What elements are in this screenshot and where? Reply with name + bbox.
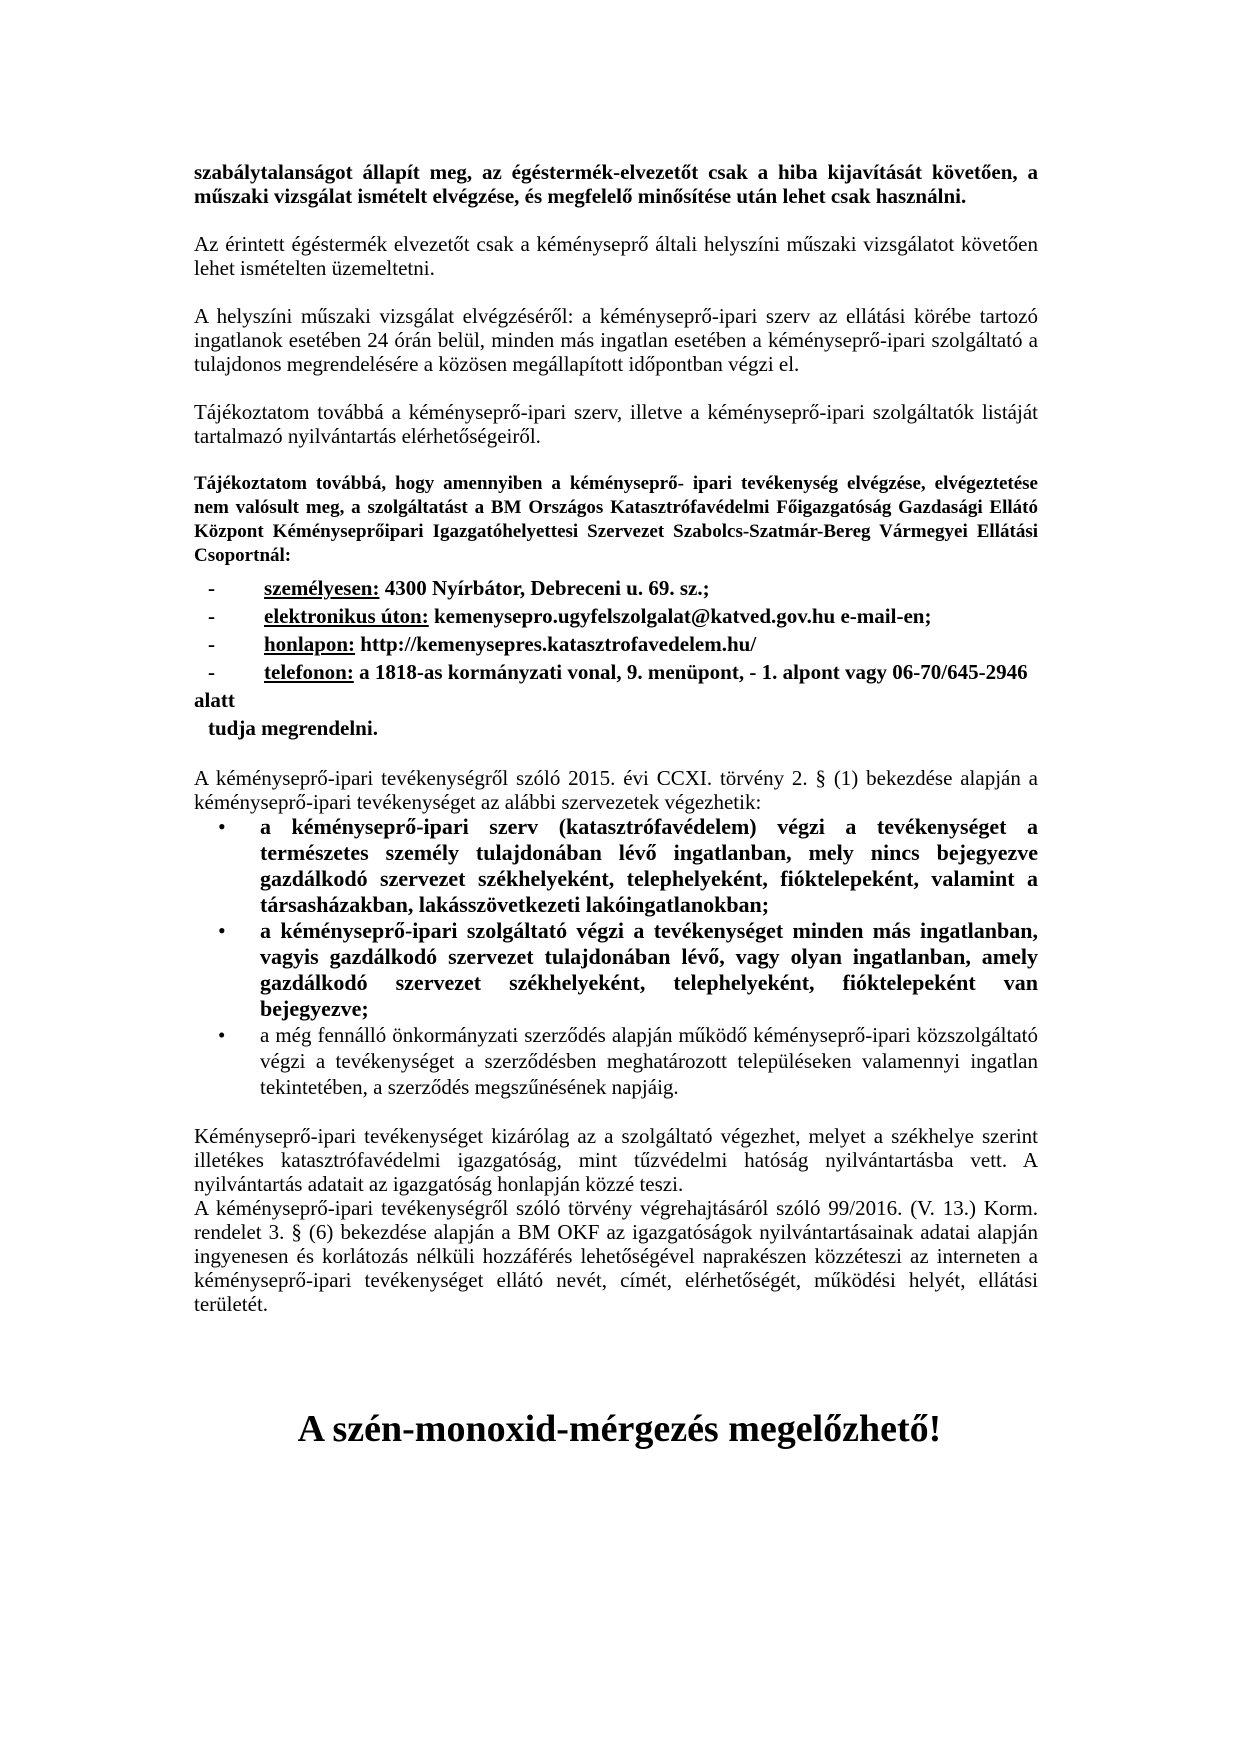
document-body — [194, 160, 1038, 1316]
contact-item-in-person — [194, 574, 1038, 602]
organization-text: a még fennálló önkormányzati szerződés alapján működő kéményseprő-ipari közszolgáltató végzi a tevékenységet a szerződésben meghatározott településeken valamennyi ingatlan tekintetében, a szerződés megszűnésének napjáig. — [260, 1023, 1038, 1099]
contact-continuation: tudja megrendelni. — [208, 716, 378, 740]
contact-item-phone — [194, 658, 1038, 742]
paragraph-government-decree: A kéményseprő-ipari tevékenységről szóló törvény végrehajtásáról szóló 99/2016. (V. 13.) Korm. rendelet 3. § (6) bekezdése alapján a BM OKF az igazgatóságok nyilvántartásainak adatai alapján ingyenesen és korlátozás nélküli hozzáférés lehetőségével naprakészen közzéteszi az interneten a kéményseprő-ipari tevékenységet ellátó nevét, címét, elérhetőségét, működési helyét, ellátási területét. — [194, 1196, 1038, 1316]
paragraph-provider-registration: Kéményseprő-ipari tevékenységet kizárólag az a szolgáltató végezhet, melyet a székhelye szerint illetékes katasztrófavédelmi igazgatóság, mint tűzvédelmi hatóság nyilvántartásba vett. A nyilvántartás adatait az igazgatóság honlapján közzé teszi. — [194, 1124, 1038, 1196]
contact-value-url[interactable]: http://kemenysepres.katasztrofavedelem.hu/ — [355, 632, 757, 656]
bullet-marker: • — [218, 918, 226, 943]
closing-heading: A szén-monoxid-mérgezés megelőzhető! — [297, 1408, 942, 1450]
contact-value-email[interactable]: kemenysepro.ugyfelszolgalat@katved.gov.hu e-mail-en; — [428, 604, 932, 628]
organization-item — [218, 1022, 1038, 1100]
dash-marker: - — [208, 604, 215, 628]
organization-list — [194, 814, 1038, 1100]
paragraph-legal-basis: A kéményseprő-ipari tevékenységről szóló 2015. évi CCXI. törvény 2. § (1) bekezdése alapján a kéményseprő-ipari tevékenységet az alábbi szervezetek végezhetik: — [194, 766, 1038, 814]
bullet-marker: • — [218, 1023, 226, 1047]
contact-label: személyesen: — [264, 576, 380, 600]
dash-marker: - — [208, 576, 215, 600]
paragraph-onsite-inspection: A helyszíni műszaki vizsgálat elvégzéséről: a kéményseprő-ipari szerv az ellátási körébe tartozó ingatlanok esetében 24 órán belül, minden más ingatlan esetében a kéményseprő-ipari szolgáltató a tulajdonos megrendelésére a közösen megállapított időpontban végzi el. — [194, 304, 1038, 376]
paragraph-ordering-info: Tájékoztatom továbbá, hogy amennyiben a kéményseprő- ipari tevékenység elvégzése, elvégeztetése nem valósult meg, a szolgáltatást a BM Országos Katasztrófavédelmi Főigazgatóság Gazdasági Ellátó Központ Kéményseprőipari Igazgatóhelyettesi Szervezet Szabolcs-Szatmár-Bereg Vármegyei Ellátási Csoportnál: — [194, 473, 1038, 566]
organization-item — [218, 918, 1038, 1022]
contact-label: honlapon: — [264, 632, 356, 656]
contact-label: elektronikus úton: — [264, 604, 429, 628]
contact-value: 4300 Nyírbátor, Debreceni u. 69. sz.; — [379, 576, 710, 600]
contact-item-website — [194, 630, 1038, 658]
bullet-marker: • — [218, 814, 226, 839]
organization-text: a kéményseprő-ipari szolgáltató végzi a tevékenységet minden más ingatlanban, vagyis gazdálkodó szervezet tulajdonában lévő, vagy olyan ingatlanban, amely gazdálkodó szervezet székhelyeként, telephelyeként, fióktelepeként van bejegyezve; — [260, 918, 1038, 1021]
contact-list — [194, 574, 1038, 742]
contact-item-email — [194, 602, 1038, 630]
paragraph-registry-info: Tájékoztatom továbbá a kéményseprő-ipari szerv, illetve a kéményseprő-ipari szolgáltatók listáját tartalmazó nyilvántartás elérhetőségeiről. — [194, 400, 1038, 448]
dash-marker: - — [208, 660, 215, 684]
paragraph-reoperation: Az érintett égéstermék elvezetőt csak a kéményseprő általi helyszíni műszaki vizsgálatot követően lehet ismételten üzemeltetni. — [194, 232, 1038, 280]
paragraph-irregularity: szabálytalanságot állapít meg, az égéstermék-elvezetőt csak a hiba kijavítását követően, a műszaki vizsgálat ismételt elvégzése, és megfelelő minősítése után lehet csak használni. — [194, 160, 1038, 208]
contact-label: telefonon: — [264, 660, 354, 684]
contact-value: a 1818-as kormányzati vonal, 9. menüpont, - 1. alpont vagy 06-70/645-2946 alatt — [194, 660, 1028, 712]
dash-marker: - — [208, 632, 215, 656]
organization-text: a kéményseprő-ipari szerv (katasztrófavédelem) végzi a tevékenységet a természetes személy tulajdonában lévő ingatlanban, mely nincs bejegyezve gazdálkodó szervezet székhelyeként, telephelyeként, fióktelepeként, valamint a társasházakban, lakásszövetkezeti lakóingatlanokban; — [260, 814, 1038, 917]
organization-item — [218, 814, 1038, 918]
